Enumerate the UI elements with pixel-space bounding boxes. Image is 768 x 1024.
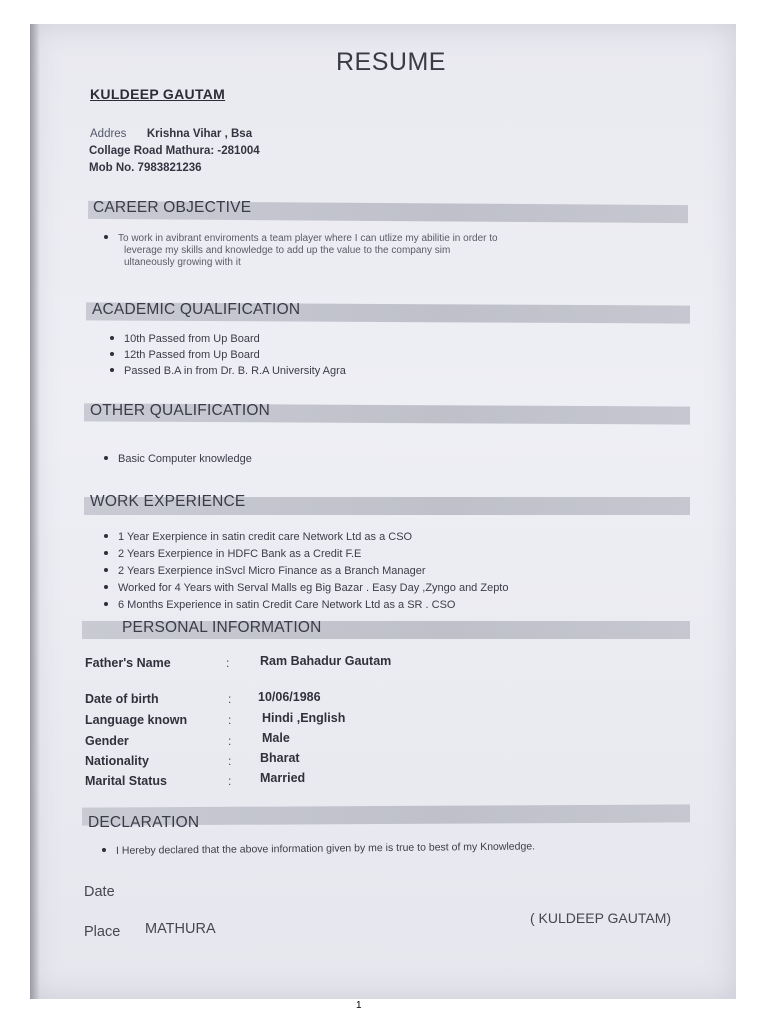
career-objective-heading: CAREER OBJECTIVE (93, 199, 252, 216)
list-item: Basic Computer knowledge (104, 453, 252, 465)
bullet-icon (104, 235, 108, 239)
bullet-icon (104, 534, 108, 538)
bullet-icon (104, 551, 108, 555)
address-line-1 (90, 128, 252, 140)
colon: : (228, 713, 232, 727)
mobile-number: Mob No. 7983821236 (89, 162, 202, 174)
list-item: 6 Months Experience in satin Credit Care Network Ltd as a SR . CSO (104, 599, 455, 611)
bullet-icon (110, 368, 114, 372)
marital-status-value: Married (260, 771, 306, 785)
marital-status-label: Marital Status (85, 774, 167, 788)
other-qualification-heading: OTHER QUALIFICATION (90, 402, 271, 419)
colon: : (228, 754, 232, 768)
nationality-label: Nationality (85, 754, 149, 768)
academic-qualification-heading: ACADEMIC QUALIFICATION (92, 301, 301, 318)
candidate-name: KULDEEP GAUTAM (90, 86, 226, 102)
nationality-value: Bharat (260, 751, 300, 765)
date-label: Date (84, 884, 115, 900)
bullet-icon (102, 848, 106, 852)
career-line-3: ultaneously growing with it (124, 257, 241, 268)
list-item: 12th Passed from Up Board (110, 349, 260, 361)
resume-title: RESUME (336, 48, 446, 76)
declaration-text: I Hereby declared that the above information given by me is true to best of my Knowledge. (102, 840, 535, 857)
bullet-icon (104, 568, 108, 572)
list-item: Worked for 4 Years with Serval Malls eg Big Bazar . Easy Day ,Zyngo and Zepto (104, 582, 508, 594)
gender-label: Gender (85, 734, 129, 748)
career-line-1: To work in avibrant enviroments a team player where I can utlize my abilitie in order to (118, 233, 498, 244)
bullet-icon (104, 602, 108, 606)
address-value: Krishna Vihar , Bsa (146, 128, 253, 140)
colon: : (228, 692, 232, 706)
colon: : (226, 656, 230, 670)
career-line-2: leverage my skills and knowledge to add up the value to the company sim (124, 245, 451, 256)
page-number: 1 (356, 1000, 362, 1011)
bullet-icon (110, 336, 114, 340)
work-experience-heading: WORK EXPERIENCE (90, 493, 246, 510)
colon: : (228, 734, 232, 748)
place-value: MATHURA (145, 921, 216, 937)
personal-information-heading: PERSONAL INFORMATION (122, 619, 322, 636)
colon: : (228, 774, 232, 788)
language-known-value: Hindi ,English (262, 711, 346, 725)
list-item: 10th Passed from Up Board (110, 333, 260, 345)
fathers-name-label: Father's Name (85, 656, 171, 670)
language-known-label: Language known (85, 713, 188, 727)
list-item: Passed B.A in from Dr. B. R.A University Agra (110, 365, 346, 377)
date-of-birth-value: 10/06/1986 (258, 690, 321, 704)
bullet-icon (104, 585, 108, 589)
list-item: 2 Years Exerpience in HDFC Bank as a Credit F.E (104, 548, 361, 560)
list-item: 1 Year Exerpience in satin credit care Network Ltd as a CSO (104, 531, 412, 543)
place-label: Place (84, 924, 121, 940)
gender-value: Male (262, 731, 290, 745)
fathers-name-value: Ram Bahadur Gautam (260, 654, 392, 668)
signature-name: ( KULDEEP GAUTAM) (530, 910, 672, 926)
bullet-icon (104, 456, 108, 460)
date-of-birth-label: Date of birth (85, 692, 159, 706)
bullet-icon (110, 352, 114, 356)
address-line-2: Collage Road Mathura: -281004 (89, 145, 260, 157)
address-label: Addres (90, 128, 127, 140)
career-objective-text (104, 233, 664, 269)
declaration-heading: DECLARATION (88, 814, 200, 831)
list-item: 2 Years Exerpience inSvcl Micro Finance as a Branch Manager (104, 565, 426, 577)
paper-edge-shadow (30, 24, 40, 999)
